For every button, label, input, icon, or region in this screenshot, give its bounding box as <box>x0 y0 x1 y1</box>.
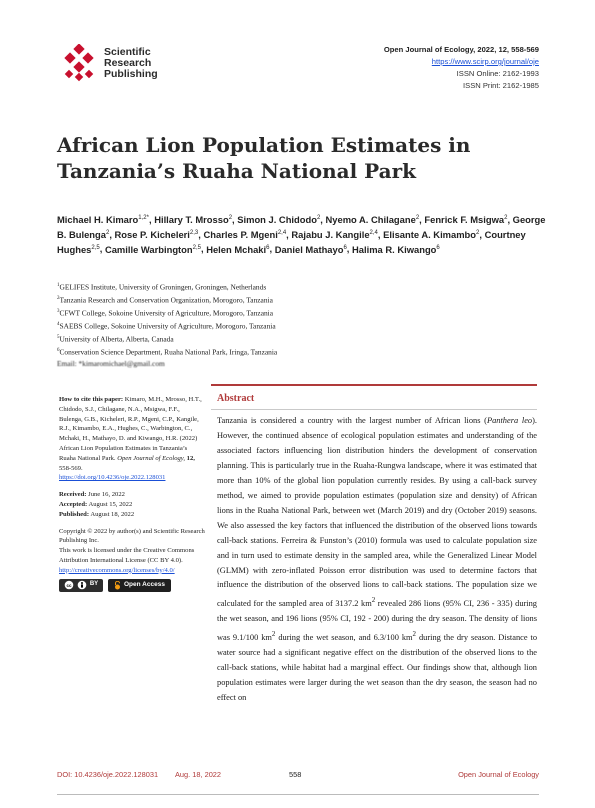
affiliation-item: $^3$CFWT College, Sokoine University of Agriculture, Morogoro, Tanzania <box>57 308 274 318</box>
journal-meta <box>384 44 539 92</box>
species-name: Panthera leo <box>486 416 533 425</box>
abstract-text: during the wet season, and 6.3/100 km <box>275 632 413 642</box>
paper-title-line: African Lion Population Estimates in <box>57 133 471 157</box>
published-label: Published: <box>59 510 90 518</box>
how-to-cite-journal: Open Journal of Ecology, <box>117 454 186 462</box>
accepted-label: Accepted: <box>59 500 88 508</box>
svg-text:cc: cc <box>66 583 72 589</box>
how-to-cite-text: Kimaro, M.H., Mrosso, H.T., Chidodo, S.J., Chilagane, N.A., Msigwa, F.F., Bulenga, G.B., Kicheleri, R.P., Mgeni, C.P., Kangile, R.J., Kimambo, E.A., Hughes, C., Warbington, C., Mchaki, H., Mathayo, D. and Kiwango, H.R. (2022) African Lion Population Estimates in Tanzania’s Ruaha National Park. <box>59 396 202 462</box>
publisher-name-line: Publishing <box>104 67 158 80</box>
open-access-badge[interactable] <box>108 579 171 592</box>
doi-link[interactable]: https://doi.org/10.4236/oje.2022.128031 <box>59 474 166 482</box>
open-lock-icon <box>114 581 121 590</box>
received-date: June 16, 2022 <box>88 491 125 499</box>
superscript: 2 <box>412 630 417 639</box>
paper-title <box>57 132 537 184</box>
article-info-sidebar <box>59 395 205 592</box>
author-name: Fenrick F. Msigwa$^2$ <box>424 214 508 226</box>
publisher-name-line: Research <box>104 56 152 69</box>
publisher-name-line: Scientific <box>104 45 151 58</box>
journal-citation: Open Journal of Ecology, 2022, 12, 558-569 <box>383 45 539 54</box>
abstract-text: during the dry season. Distance to water source had a significant negative effect on the distribution of the observed lions to the call-back stations, while habitat had a marginal effect. Our findings show that, although lion population estimates were larger during the wet season than the dry season, the season had no effect on <box>217 632 538 702</box>
footer-date: Aug. 18, 2022 <box>175 770 222 779</box>
superscript: 2 <box>271 630 276 639</box>
author-list: Michael H. Kimaro$^{1,2*}$, Hillary T. Mrosso$^2$, Simon J. Chidodo$^2$, Nyemo A. Chilagane$^2$, Fenrick F. Msigwa$^2$, George B. Bulenga$^2$, Rose P. Kicheleri$^{2,3}$, Charles P. Mgeni$^{2,4}$, Rajabu J. Kangile$^{2,4}$, Elisante A. Kimambo$^2$, Courtney Hughes$^{2,5}$, Camille Warbington$^{2,5}$, Helen Mchaki$^6$, Daniel Mathayo$^6$, Halima R. Kiwango$^6$ <box>57 214 546 255</box>
received-label: Received: <box>59 491 87 499</box>
affiliation-item: $^6$Conservation Science Department, Ruaha National Park, Iringa, Tanzania <box>57 347 278 357</box>
how-to-cite <box>59 395 205 483</box>
cc-by-label: BY <box>89 581 99 588</box>
corresponding-email: Email: *kimaromichael@gmail.com <box>57 359 165 369</box>
license-badges <box>59 579 205 592</box>
author-name: Rajabu J. Kangile$^{2,4}$ <box>291 228 378 240</box>
published-date: August 18, 2022 <box>90 510 135 518</box>
author-name: Charles P. Mgeni$^{2,4}$ <box>203 228 287 240</box>
publisher-logo-icon <box>60 44 98 82</box>
issn-online: ISSN Online: 2162-1993 <box>456 69 539 78</box>
footer-rule <box>57 794 539 795</box>
creative-commons-icon <box>64 580 74 590</box>
copyright-notice <box>59 527 205 592</box>
footer-doi: DOI: 10.4236/oje.2022.128031 <box>57 770 159 779</box>
affiliation-item: $^4$SAEBS College, Sokoine University of Agriculture, Morogoro, Tanzania <box>57 321 276 331</box>
author-name: Camille Warbington$^{2,5}$ <box>104 243 201 255</box>
author-name: Helen Mchaki$^6$ <box>206 243 270 255</box>
author-name: Hillary T. Mrosso$^2$ <box>154 214 233 226</box>
abstract-text: Tanzania is considered a country with the largest number of African lions ( <box>217 416 487 425</box>
affiliation-item: $^5$University of Alberta, Alberta, Canada <box>57 334 174 344</box>
footer-journal: Open Journal of Ecology <box>458 770 539 779</box>
abstract-body <box>217 414 537 706</box>
author-name: Daniel Mathayo$^6$ <box>274 243 347 255</box>
author-name: Rose P. Kicheleri$^{2,3}$ <box>114 228 199 240</box>
license-text: This work is licensed under the Creative Commons Attribution International License (CC BY 4.0). <box>59 547 195 564</box>
issn-print: ISSN Print: 2162-1985 <box>463 81 539 90</box>
author-name: Halima R. Kiwango$^6$ <box>352 243 440 255</box>
abstract-text: revealed 286 lions (95% CI, 236 - 335) during the wet season, and 196 lions (95% CI, 192 - 200) during the dry season. The density of lions was 9.1/100 km <box>217 599 537 642</box>
affiliation-list <box>57 280 547 370</box>
copyright-text: Copyright © 2022 by author(s) and Scientific Research Publishing Inc. <box>59 527 205 545</box>
license-url-link[interactable]: http://creativecommons.org/licenses/by/4.0/ <box>59 566 175 574</box>
author-name: Courtney Hughes$^{2,5}$ <box>57 228 526 255</box>
author-name: Simon J. Chidodo$^2$ <box>237 214 321 226</box>
affiliation-item: $^2$Tanzania Research and Conservation Organization, Morogoro, Tanzania <box>57 295 273 305</box>
publisher-name <box>104 47 158 80</box>
cc-by-badge[interactable] <box>59 579 103 592</box>
superscript: 2 <box>371 596 376 605</box>
abstract-divider <box>211 409 537 410</box>
how-to-cite-pages: 558-569. <box>59 464 83 472</box>
attribution-icon <box>77 580 87 590</box>
page-number: 558 <box>289 770 302 779</box>
author-name: George B. Bulenga$^2$ <box>57 214 546 240</box>
author-name: Michael H. Kimaro$^{1,2*}$ <box>57 214 149 226</box>
how-to-cite-volume: 12, <box>186 454 195 462</box>
affiliation-item: $^1$GELIFES Institute, University of Groningen, Groningen, Netherlands <box>57 282 267 292</box>
abstract-heading: Abstract <box>217 393 255 404</box>
open-access-label: Open Access <box>124 581 165 589</box>
paper-title-line: Tanzania’s Ruaha National Park <box>57 159 416 183</box>
accepted-date: August 15, 2022 <box>88 500 133 508</box>
abstract-top-rule <box>211 384 537 386</box>
abstract-text: ). However, the continued absence of ecological population estimates and understanding of the associated factors influencing lion distribution hinders the development of conservation planning. This is particularly true in the Ruaha-Rungwa landscape, where it was estimated that more than 10% of the global lion population currently resides. By using a call-back survey method, we aimed to provide population estimates (population size and density) of African lions in the Ruaha National Park, between wet (March 2019) and dry (October 2019) seasons. We also assessed the key factors that influenced the distribution of the observed lions towards call-back stations. Ferreira & Funston’s (2010) formula was used to calculate population size and in turn used to estimate density in the sampled area, while the Generalized Linear Model (GLMM) with zero-inflated Poisson error distribution was used to determine factors that influence the distribution of the observed lions to call-back stations. The population size we calculated for the sampled area of 3137.2 km <box>217 416 537 609</box>
article-dates <box>59 490 205 519</box>
how-to-cite-label: How to cite this paper: <box>59 396 124 403</box>
author-name: Nyemo A. Chilagane$^2$ <box>325 214 420 226</box>
author-name: Elisante A. Kimambo$^2$ <box>383 228 480 240</box>
journal-url-link[interactable]: https://www.scirp.org/journal/oje <box>431 57 539 66</box>
publisher-logo <box>60 44 158 82</box>
